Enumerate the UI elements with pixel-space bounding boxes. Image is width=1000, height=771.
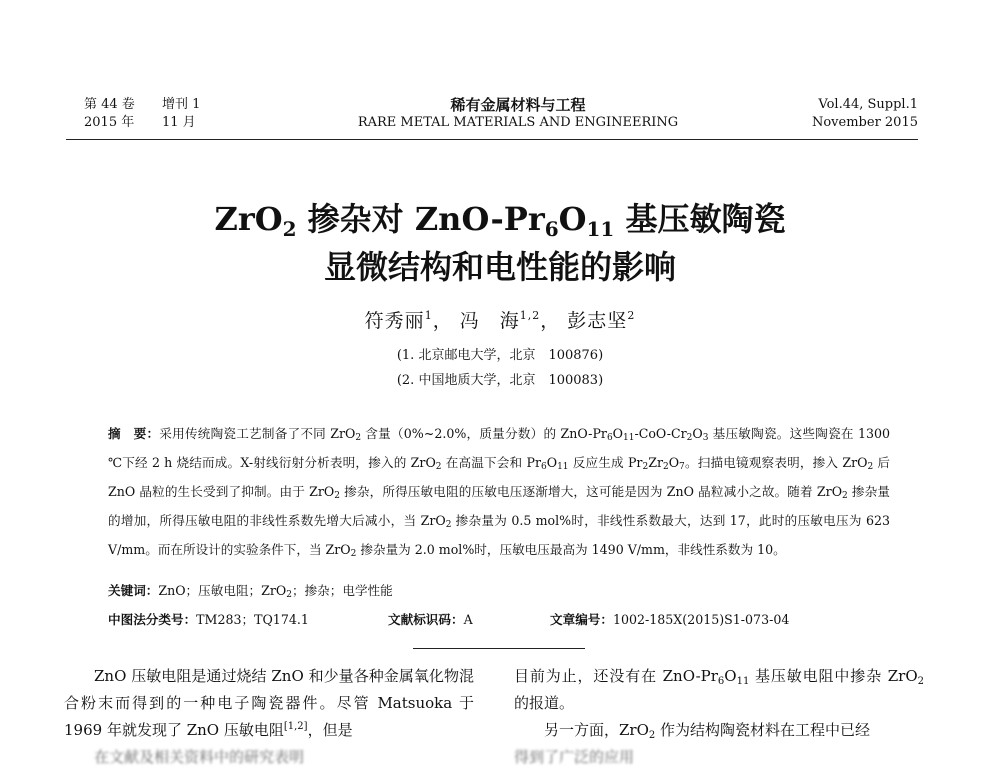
keywords-text: ；掺杂；电学性能 xyxy=(291,583,393,598)
author-3-affil: 2 xyxy=(627,309,636,322)
header-center xyxy=(300,96,736,132)
paragraph-text: 另一方面，ZrO xyxy=(544,721,649,739)
journal-title-en: RARE METAL MATERIALS AND ENGINEERING xyxy=(357,115,679,130)
doc-label: 文献标识码： xyxy=(388,612,464,627)
keywords-text: ZnO；压敏电阻；ZrO xyxy=(158,583,287,598)
paragraph-sub: 11 xyxy=(736,676,750,687)
paragraph-text: 目前为止，还没有在 ZnO-Pr xyxy=(514,667,718,685)
paragraph-sub: 2 xyxy=(917,676,924,687)
month: 11 月 xyxy=(162,115,196,130)
affiliation-1: (1. 北京邮电大学，北京 100876) xyxy=(396,348,604,363)
clc-code xyxy=(108,609,309,628)
keywords-label: 关键词： xyxy=(108,583,159,598)
title-text: 掺杂对 xyxy=(296,200,415,238)
volume-en: Vol.44, Suppl.1 xyxy=(818,97,918,112)
abstract-sub: 6 xyxy=(606,433,613,443)
abstract-sub: 7 xyxy=(679,462,685,472)
abstract-sub: 2 xyxy=(867,462,874,472)
article-number xyxy=(550,609,789,628)
journal-title-cn: 稀有金属材料与工程 xyxy=(450,96,586,114)
paragraph-text: ，但是 xyxy=(307,721,353,739)
volume: 第 44 卷 xyxy=(84,97,135,112)
author-1: 符秀丽 xyxy=(364,310,425,332)
abstract-text: 含量（0%~2.0%，质量分数）的 ZnO-Pr xyxy=(361,426,607,441)
paper-title xyxy=(0,195,1000,291)
title-sub: 2 xyxy=(282,217,297,241)
abstract-text: 在高温下会和 Pr xyxy=(441,455,541,470)
article-value: 1002-185X(2015)S1-073-04 xyxy=(612,612,790,627)
abstract-sub: 2 xyxy=(686,433,693,443)
authors xyxy=(0,306,1000,333)
abstract-text: 后 ZnO 晶粒的生长受到了抑制。由于 ZrO xyxy=(108,455,890,499)
author-sep: ， xyxy=(432,310,460,332)
abstract-text: 反应生成 Pr xyxy=(568,455,643,470)
abstract-sub: 2 xyxy=(334,491,340,501)
paragraph-sub: 2 xyxy=(648,730,656,741)
paragraph-text: 的报道。 xyxy=(514,694,575,712)
paragraph-sub: 6 xyxy=(717,676,725,687)
abstract-sub: 3 xyxy=(702,433,709,443)
supplement: 增刊 1 xyxy=(162,97,201,112)
citation: [1,2] xyxy=(283,721,308,732)
keywords-sub: 2 xyxy=(286,590,292,600)
abstract-text: O xyxy=(692,426,703,441)
title-sub: 11 xyxy=(586,217,615,241)
abstract-sub: 2 xyxy=(355,433,362,443)
abstract xyxy=(108,419,890,564)
abstract-sub: 2 xyxy=(350,549,357,559)
title-text: 基压敏陶瓷 xyxy=(614,200,786,238)
title-line-2: 显微结构和电性能的影响 xyxy=(323,248,676,286)
paragraph xyxy=(514,717,924,744)
header-rule xyxy=(66,139,918,140)
abstract-sub: 11 xyxy=(623,433,635,443)
section-separator xyxy=(413,648,585,649)
body-column-left xyxy=(64,663,474,771)
abstract-text: 基压敏陶瓷。这些陶瓷在 1300 ℃下经 2 h 烧结而成。X-射线衍射分析表明，掺入的 ZrO xyxy=(108,426,890,470)
clc-label: 中图法分类号： xyxy=(108,612,197,627)
abstract-sub: 2 xyxy=(662,462,669,472)
paragraph-cut: 得到了广泛的应用 xyxy=(514,748,635,766)
abstract-sub: 2 xyxy=(842,491,848,501)
abstract-sub: 6 xyxy=(541,462,547,472)
author-3: 彭志坚 xyxy=(567,310,628,332)
date-en: November 2015 xyxy=(811,115,918,130)
abstract-text: O xyxy=(668,455,680,470)
abstract-sub: 2 xyxy=(435,462,442,472)
paragraph xyxy=(514,663,924,717)
title-text: ZnO-Pr xyxy=(414,200,545,238)
year: 2015 年 xyxy=(84,115,135,130)
paragraph-text: 基压敏电阻中掺杂 ZrO xyxy=(749,667,918,685)
abstract-text: O xyxy=(612,426,623,441)
article-label: 文章编号： xyxy=(550,612,613,627)
paragraph xyxy=(64,663,474,744)
paragraph-cut: 在文献及相关资料中的研究表明 xyxy=(94,748,305,766)
title-line-1 xyxy=(0,195,1000,243)
paragraph-text: 作为结构陶瓷材料在工程中已经 xyxy=(655,721,871,739)
abstract-sub: 2 xyxy=(445,520,452,530)
paragraph-text: ZnO 压敏电阻是通过烧结 ZnO 和少量各种金属氧化物混合粉末而得到的一种电子陶瓷器件。尽管 Matsuoka 于 1969 年就发现了 ZnO 压敏电阻 xyxy=(64,667,474,739)
abstract-text: -CoO-Cr xyxy=(634,426,687,441)
title-sub: 6 xyxy=(544,217,559,241)
abstract-text: 掺杂量为 0.5 mol%时，非线性系数最大，达到 17，此时的压敏电压为 623 V/mm。而在所设计的实验条件下，当 ZrO xyxy=(108,513,890,557)
doc-code xyxy=(388,609,473,628)
abstract-text: 。扫描电镜观察表明，掺入 ZrO xyxy=(684,455,868,470)
author-1-affil: 1 xyxy=(424,309,433,322)
abstract-sub: 2 xyxy=(642,462,649,472)
abstract-sub: 11 xyxy=(557,462,569,472)
paragraph-text: O xyxy=(724,667,737,685)
affiliation-2: (2. 中国地质大学，北京 100083) xyxy=(396,373,604,388)
author-2-affil: 1,2 xyxy=(519,309,541,322)
abstract-text: Zr xyxy=(648,455,663,470)
header-left xyxy=(84,96,200,132)
abstract-text: 采用传统陶瓷工艺制备了不同 ZrO xyxy=(159,426,356,441)
abstract-text: 掺杂，所得压敏电阻的压敏电压逐渐增大，这可能是因为 ZnO 晶粒减小之故。随着 ZrO xyxy=(339,484,843,499)
title-text: O xyxy=(558,200,587,238)
keywords xyxy=(108,580,393,599)
clc-value: TM283；TQ174.1 xyxy=(196,612,309,627)
abstract-text: O xyxy=(546,455,558,470)
doc-value: A xyxy=(463,612,473,627)
abstract-text: 掺杂量的增加，所得压敏电阻的非线性系数先增大后减小，当 ZrO xyxy=(108,484,890,528)
body-column-right xyxy=(514,663,924,771)
author-2: 冯 海 xyxy=(459,310,520,332)
abstract-text: 掺杂量为 2.0 mol%时，压敏电压最高为 1490 V/mm，非线性系数为 10。 xyxy=(356,542,786,557)
title-text: ZrO xyxy=(214,200,283,238)
author-sep: ， xyxy=(540,310,568,332)
abstract-label: 摘 要： xyxy=(108,426,160,441)
header-right xyxy=(812,96,918,132)
